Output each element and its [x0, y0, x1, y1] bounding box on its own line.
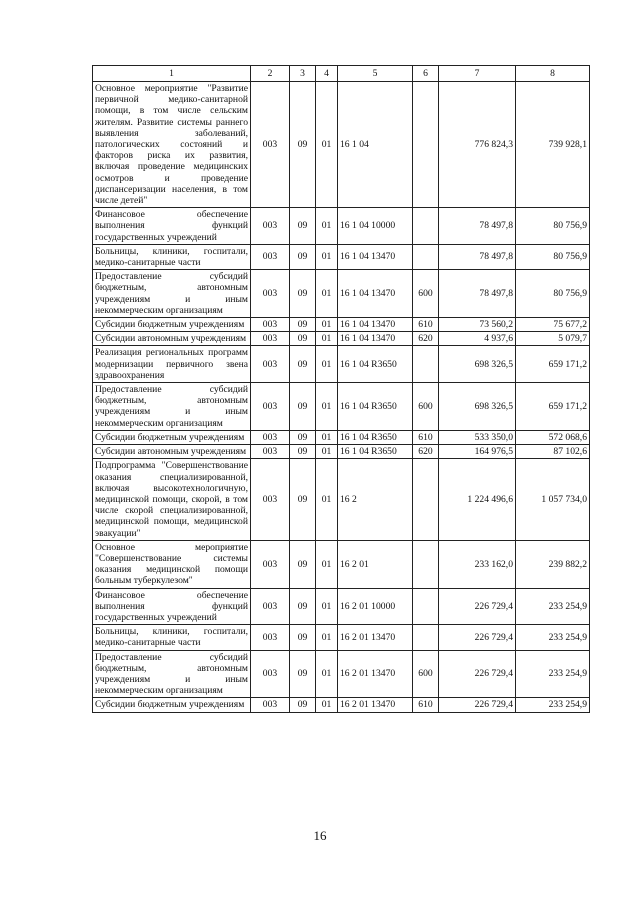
row-col6 [413, 346, 439, 383]
row-col7: 533 350,0 [439, 430, 516, 444]
row-col2: 003 [251, 270, 290, 318]
row-col2: 003 [251, 346, 290, 383]
table-row [93, 318, 590, 332]
row-col8: 80 756,9 [516, 244, 590, 269]
row-name: Субсидии бюджетным учреждениям [93, 430, 251, 444]
row-col5: 16 2 01 [338, 540, 413, 588]
row-col6 [413, 208, 439, 245]
row-col5: 16 1 04 R3650 [338, 445, 413, 459]
row-col8: 233 254,9 [516, 588, 590, 625]
row-col7: 164 976,5 [439, 445, 516, 459]
row-col7: 233 162,0 [439, 540, 516, 588]
row-col8: 75 677,2 [516, 318, 590, 332]
row-col2: 003 [251, 82, 290, 208]
table-row [93, 270, 590, 318]
row-col8: 233 254,9 [516, 625, 590, 650]
row-col4: 01 [316, 332, 338, 346]
row-col8: 5 079,7 [516, 332, 590, 346]
budget-table [92, 65, 590, 713]
row-col3: 09 [290, 82, 316, 208]
row-col6: 600 [413, 383, 439, 431]
table-row [93, 383, 590, 431]
table-row [93, 346, 590, 383]
table-row [93, 540, 590, 588]
row-name: Финансовое обеспечение выполнения функций государственных учреждений [93, 208, 251, 245]
row-col4: 01 [316, 540, 338, 588]
row-col3: 09 [290, 244, 316, 269]
row-col5: 16 1 04 13470 [338, 244, 413, 269]
row-col6: 610 [413, 698, 439, 712]
row-col4: 01 [316, 625, 338, 650]
row-col5: 16 2 01 13470 [338, 650, 413, 698]
row-name: Предоставление субсидий бюджетным, автономным учреждениям и иным некоммерческим организациям [93, 383, 251, 431]
row-col8: 80 756,9 [516, 208, 590, 245]
row-col5: 16 2 [338, 459, 413, 540]
row-col3: 09 [290, 332, 316, 346]
row-name: Субсидии автономным учреждениям [93, 445, 251, 459]
row-col2: 003 [251, 459, 290, 540]
row-col8: 1 057 734,0 [516, 459, 590, 540]
column-header: 4 [316, 66, 338, 82]
row-col4: 01 [316, 650, 338, 698]
row-col7: 226 729,4 [439, 625, 516, 650]
row-col3: 09 [290, 698, 316, 712]
row-col4: 01 [316, 588, 338, 625]
table-row [93, 650, 590, 698]
row-col3: 09 [290, 430, 316, 444]
row-col3: 09 [290, 540, 316, 588]
row-col7: 698 326,5 [439, 346, 516, 383]
row-col3: 09 [290, 625, 316, 650]
row-name: Реализация региональных программ модернизации первичного звена здравоохранения [93, 346, 251, 383]
row-col2: 003 [251, 445, 290, 459]
column-header: 2 [251, 66, 290, 82]
row-col4: 01 [316, 698, 338, 712]
column-header: 1 [93, 66, 251, 82]
row-col8: 80 756,9 [516, 270, 590, 318]
row-col3: 09 [290, 650, 316, 698]
row-col6: 620 [413, 332, 439, 346]
table-row [93, 332, 590, 346]
row-col6 [413, 244, 439, 269]
row-col2: 003 [251, 650, 290, 698]
row-col7: 73 560,2 [439, 318, 516, 332]
row-col6 [413, 82, 439, 208]
row-col8: 659 171,2 [516, 383, 590, 431]
column-header: 6 [413, 66, 439, 82]
row-col5: 16 1 04 R3650 [338, 430, 413, 444]
row-col4: 01 [316, 445, 338, 459]
row-col7: 226 729,4 [439, 650, 516, 698]
row-col8: 239 882,2 [516, 540, 590, 588]
row-name: Подпрограмма "Совершенствование оказания специализированной, включая высокотехнологичную, медицинской помощи, скорой, в том числе скорой специализированной, медицинской помощи, медицинской эвакуации" [93, 459, 251, 540]
header-row [93, 66, 590, 82]
row-col4: 01 [316, 270, 338, 318]
row-col7: 226 729,4 [439, 698, 516, 712]
row-name: Финансовое обеспечение выполнения функций государственных учреждений [93, 588, 251, 625]
row-col2: 003 [251, 698, 290, 712]
column-header: 3 [290, 66, 316, 82]
table-row [93, 588, 590, 625]
row-col2: 003 [251, 625, 290, 650]
row-name: Основное мероприятие "Развитие первичной медико-санитарной помощи, в том числе сельским жителям. Развитие системы раннего выявления заболеваний, патологических состояний и факторов риска их развития, включая проведение медицинских осмотров и проведение диспансеризации населения, в том числе детей" [93, 82, 251, 208]
row-col7: 226 729,4 [439, 588, 516, 625]
row-col4: 01 [316, 208, 338, 245]
row-col7: 78 497,8 [439, 270, 516, 318]
row-col8: 739 928,1 [516, 82, 590, 208]
row-col6: 600 [413, 650, 439, 698]
row-col4: 01 [316, 82, 338, 208]
row-name: Субсидии бюджетным учреждениям [93, 698, 251, 712]
row-col5: 16 2 01 10000 [338, 588, 413, 625]
row-col7: 776 824,3 [439, 82, 516, 208]
row-col2: 003 [251, 208, 290, 245]
page-number: 16 [313, 828, 327, 843]
row-col3: 09 [290, 445, 316, 459]
table-row [93, 430, 590, 444]
row-col3: 09 [290, 346, 316, 383]
row-col5: 16 2 01 13470 [338, 698, 413, 712]
table-row [93, 445, 590, 459]
row-name: Основное мероприятие "Совершенствование системы оказания медицинской помощи больным туберкулезом" [93, 540, 251, 588]
row-col8: 87 102,6 [516, 445, 590, 459]
row-col5: 16 1 04 [338, 82, 413, 208]
table-row [93, 625, 590, 650]
table-row [93, 459, 590, 540]
row-col3: 09 [290, 208, 316, 245]
table-row [93, 244, 590, 269]
row-col3: 09 [290, 459, 316, 540]
row-col2: 003 [251, 588, 290, 625]
row-col8: 233 254,9 [516, 698, 590, 712]
row-col4: 01 [316, 430, 338, 444]
column-header: 8 [516, 66, 590, 82]
row-col5: 16 1 04 13470 [338, 318, 413, 332]
row-col7: 78 497,8 [439, 208, 516, 245]
row-col4: 01 [316, 383, 338, 431]
row-col4: 01 [316, 318, 338, 332]
row-name: Предоставление субсидий бюджетным, автономным учреждениям и иным некоммерческим организациям [93, 650, 251, 698]
row-col4: 01 [316, 459, 338, 540]
row-col6: 610 [413, 318, 439, 332]
row-col3: 09 [290, 318, 316, 332]
row-col2: 003 [251, 430, 290, 444]
row-col6 [413, 540, 439, 588]
row-col5: 16 1 04 13470 [338, 270, 413, 318]
row-col2: 003 [251, 318, 290, 332]
row-col2: 003 [251, 332, 290, 346]
row-col5: 16 1 04 10000 [338, 208, 413, 245]
row-col3: 09 [290, 588, 316, 625]
row-col7: 1 224 496,6 [439, 459, 516, 540]
row-col6: 610 [413, 430, 439, 444]
row-col5: 16 1 04 R3650 [338, 383, 413, 431]
row-col8: 659 171,2 [516, 346, 590, 383]
row-col2: 003 [251, 383, 290, 431]
row-name: Больницы, клиники, госпитали, медико-санитарные части [93, 625, 251, 650]
table-row [93, 82, 590, 208]
table-row [93, 698, 590, 712]
column-header: 5 [338, 66, 413, 82]
row-col6 [413, 625, 439, 650]
row-col7: 78 497,8 [439, 244, 516, 269]
row-col5: 16 2 01 13470 [338, 625, 413, 650]
row-col6: 620 [413, 445, 439, 459]
row-name: Субсидии автономным учреждениям [93, 332, 251, 346]
row-col7: 4 937,6 [439, 332, 516, 346]
row-name: Субсидии бюджетным учреждениям [93, 318, 251, 332]
row-col5: 16 1 04 13470 [338, 332, 413, 346]
row-col2: 003 [251, 244, 290, 269]
row-name: Больницы, клиники, госпитали, медико-санитарные части [93, 244, 251, 269]
row-col4: 01 [316, 244, 338, 269]
row-col3: 09 [290, 270, 316, 318]
row-col8: 233 254,9 [516, 650, 590, 698]
row-col6 [413, 459, 439, 540]
row-col6 [413, 588, 439, 625]
column-header: 7 [439, 66, 516, 82]
row-col7: 698 326,5 [439, 383, 516, 431]
table-row [93, 208, 590, 245]
row-col5: 16 1 04 R3650 [338, 346, 413, 383]
row-col8: 572 068,6 [516, 430, 590, 444]
row-col6: 600 [413, 270, 439, 318]
table-body [93, 82, 590, 713]
row-col3: 09 [290, 383, 316, 431]
row-col4: 01 [316, 346, 338, 383]
row-col2: 003 [251, 540, 290, 588]
row-name: Предоставление субсидий бюджетным, автономным учреждениям и иным некоммерческим организациям [93, 270, 251, 318]
